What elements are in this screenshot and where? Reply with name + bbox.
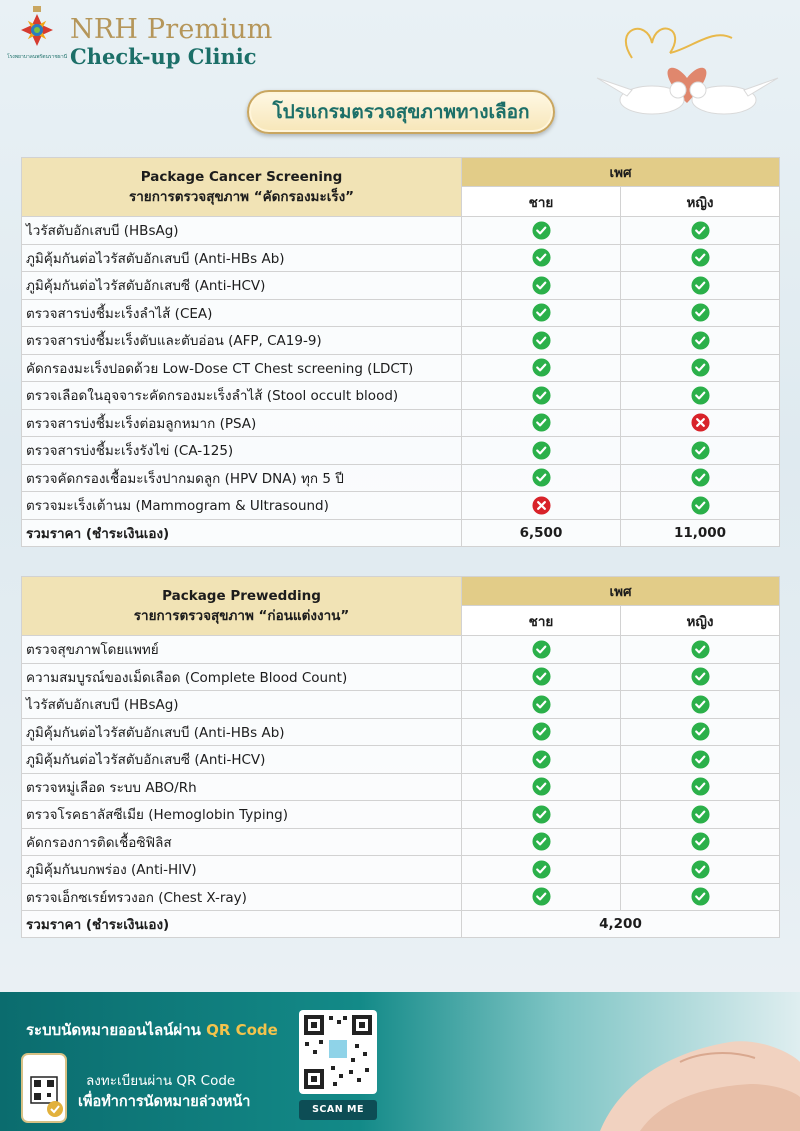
check-circle-icon [691, 331, 710, 350]
check-circle-icon [532, 667, 551, 686]
test-item-label: ภูมิคุ้มกันต่อไวรัสตับอักเสบซี (Anti-HCV) [22, 272, 462, 300]
female-included [621, 437, 780, 465]
female-included [621, 773, 780, 801]
check-circle-icon [532, 248, 551, 267]
female-included [621, 883, 780, 911]
check-circle-icon [532, 750, 551, 769]
check-circle-icon [532, 413, 551, 432]
love-birds-illustration [592, 18, 782, 138]
test-item-label: ตรวจหมู่เลือด ระบบ ABO/Rh [22, 773, 462, 801]
female-included [621, 718, 780, 746]
cancer-package-title: Package Cancer Screening [140, 169, 343, 185]
prewedding-package-header [22, 577, 462, 636]
table-row [22, 883, 780, 911]
check-circle-icon [691, 358, 710, 377]
check-circle-icon [691, 496, 710, 515]
female-included [621, 299, 780, 327]
female-header: หญิง [621, 187, 780, 217]
table-row [22, 272, 780, 300]
test-item-label: ไวรัสตับอักเสบบี (HBsAg) [22, 217, 462, 245]
female-included [621, 691, 780, 719]
table-row [22, 746, 780, 774]
female-included [621, 272, 780, 300]
svg-text:โรงพยาบาลนพรัตนราชธานี: โรงพยาบาลนพรัตนราชธานี [6, 54, 68, 60]
test-item-label: ภูมิคุ้มกันต่อไวรัสตับอักเสบบี (Anti-HBs Ab) [22, 718, 462, 746]
cancer-package-header [22, 158, 462, 217]
table-row [22, 773, 780, 801]
check-circle-icon [532, 441, 551, 460]
total-price: 4,200 [462, 911, 780, 938]
check-circle-icon [691, 887, 710, 906]
male-included [462, 464, 621, 492]
female-included [621, 492, 780, 520]
female-included [621, 409, 780, 437]
total-price-label: รวมราคา (ชำระเงินเอง) [22, 911, 462, 938]
test-item-label: ไวรัสตับอักเสบบี (HBsAg) [22, 691, 462, 719]
check-circle-icon [532, 640, 551, 659]
online-booking-title [26, 1018, 278, 1042]
check-circle-icon [532, 221, 551, 240]
table-row [22, 244, 780, 272]
check-circle-icon [532, 722, 551, 741]
qr-code-highlight: QR Code [206, 1021, 278, 1039]
holding-hands-illustration [560, 992, 800, 1131]
test-item-label: ตรวจสารบ่งชี้มะเร็งตับและตับอ่อน (AFP, CA19-9) [22, 327, 462, 355]
female-included [621, 636, 780, 664]
male-included [462, 718, 621, 746]
x-circle-icon [532, 496, 551, 515]
check-circle-icon [532, 777, 551, 796]
cancer-package-subtitle: รายการตรวจสุขภาพ “คัดกรองมะเร็ง” [128, 189, 355, 205]
male-included [462, 299, 621, 327]
male-header: ชาย [462, 606, 621, 636]
scan-me-label: SCAN ME [299, 1100, 377, 1120]
check-circle-icon [532, 805, 551, 824]
table-row [22, 217, 780, 245]
female-included [621, 856, 780, 884]
check-circle-icon [691, 386, 710, 405]
male-included [462, 244, 621, 272]
male-included [462, 217, 621, 245]
table-row [22, 718, 780, 746]
female-included [621, 801, 780, 829]
male-included [462, 437, 621, 465]
test-item-label: ตรวจเอ็กซเรย์ทรวงอก (Chest X-ray) [22, 883, 462, 911]
check-circle-icon [691, 777, 710, 796]
table-row [22, 492, 780, 520]
check-circle-icon [532, 276, 551, 295]
female-included [621, 327, 780, 355]
check-circle-icon [691, 695, 710, 714]
male-included [462, 354, 621, 382]
table-row [22, 636, 780, 664]
prewedding-package-title: Package Prewedding [162, 588, 321, 604]
male-included [462, 636, 621, 664]
check-circle-icon [691, 667, 710, 686]
table-row [22, 299, 780, 327]
male-included [462, 746, 621, 774]
sex-header: เพศ [462, 158, 780, 187]
male-header: ชาย [462, 187, 621, 217]
female-included [621, 382, 780, 410]
male-included [462, 883, 621, 911]
table-row [22, 354, 780, 382]
check-circle-icon [691, 276, 710, 295]
female-included [621, 244, 780, 272]
total-price-male: 6,500 [462, 519, 621, 546]
brand-title: NRH Premium [70, 14, 273, 45]
table-row [22, 828, 780, 856]
table-row [22, 464, 780, 492]
check-circle-icon [691, 860, 710, 879]
test-item-label: ตรวจสารบ่งชี้มะเร็งลำไส้ (CEA) [22, 299, 462, 327]
female-included [621, 217, 780, 245]
check-circle-icon [691, 750, 710, 769]
check-circle-icon [532, 303, 551, 322]
table-row [22, 663, 780, 691]
table-row [22, 327, 780, 355]
test-item-label: ตรวจโรคธาลัสซีเมีย (Hemoglobin Typing) [22, 801, 462, 829]
check-circle-icon [691, 640, 710, 659]
prewedding-table [21, 576, 780, 938]
online-booking-title-text: ระบบนัดหมายออนไลน์ผ่าน [26, 1021, 207, 1039]
booking-instruction: เพื่อทำการนัดหมายล่วงหน้า [78, 1094, 251, 1110]
female-included [621, 663, 780, 691]
sex-header: เพศ [462, 577, 780, 606]
female-header: หญิง [621, 606, 780, 636]
check-circle-icon [532, 832, 551, 851]
check-circle-icon [532, 386, 551, 405]
phone-icon [21, 1053, 67, 1123]
female-included [621, 828, 780, 856]
table-row [22, 437, 780, 465]
check-circle-icon [532, 468, 551, 487]
male-included [462, 663, 621, 691]
test-item-label: คัดกรองมะเร็งปอดด้วย Low-Dose CT Chest screening (LDCT) [22, 354, 462, 382]
test-item-label: ตรวจสุขภาพโดยแพทย์ [22, 636, 462, 664]
check-circle-icon [691, 441, 710, 460]
female-included [621, 746, 780, 774]
male-included [462, 492, 621, 520]
check-circle-icon [532, 695, 551, 714]
check-circle-icon [532, 860, 551, 879]
male-included [462, 272, 621, 300]
test-item-label: ความสมบูรณ์ของเม็ดเลือด (Complete Blood Count) [22, 663, 462, 691]
male-included [462, 691, 621, 719]
check-circle-icon [532, 358, 551, 377]
female-included [621, 354, 780, 382]
test-item-label: คัดกรองการติดเชื้อซิฟิลิส [22, 828, 462, 856]
test-item-label: ตรวจมะเร็งเต้านม (Mammogram & Ultrasound) [22, 492, 462, 520]
program-title: โปรแกรมตรวจสุขภาพทางเลือก [247, 90, 555, 134]
test-item-label: ตรวจสารบ่งชี้มะเร็งรังไข่ (CA-125) [22, 437, 462, 465]
male-included [462, 773, 621, 801]
x-circle-icon [691, 413, 710, 432]
check-circle-icon [691, 248, 710, 267]
check-circle-icon [532, 887, 551, 906]
male-included [462, 856, 621, 884]
test-item-label: ตรวจคัดกรองเชื้อมะเร็งปากมดลูก (HPV DNA) ทุก 5 ปี [22, 464, 462, 492]
brand-subtitle: Check-up Clinic [70, 44, 257, 69]
table-row [22, 409, 780, 437]
check-circle-icon [691, 805, 710, 824]
check-circle-icon [691, 468, 710, 487]
test-item-label: ตรวจสารบ่งชี้มะเร็งต่อมลูกหมาก (PSA) [22, 409, 462, 437]
table-row [22, 382, 780, 410]
test-item-label: ภูมิคุ้มกันต่อไวรัสตับอักเสบซี (Anti-HCV) [22, 746, 462, 774]
table-row [22, 856, 780, 884]
cancer-screening-table [21, 157, 780, 547]
check-circle-icon [532, 331, 551, 350]
qr-code-image[interactable] [299, 1010, 377, 1094]
male-included [462, 409, 621, 437]
check-circle-icon [691, 832, 710, 851]
male-included [462, 327, 621, 355]
male-included [462, 828, 621, 856]
total-price-female: 11,000 [621, 519, 780, 546]
register-instruction: ลงทะเบียนผ่าน QR Code [86, 1073, 236, 1089]
female-included [621, 464, 780, 492]
check-circle-icon [691, 303, 710, 322]
male-included [462, 382, 621, 410]
test-item-label: ภูมิคุ้มกันต่อไวรัสตับอักเสบบี (Anti-HBs Ab) [22, 244, 462, 272]
hospital-logo [6, 4, 68, 62]
table-row [22, 691, 780, 719]
test-item-label: ภูมิคุ้มกันบกพร่อง (Anti-HIV) [22, 856, 462, 884]
table-row [22, 801, 780, 829]
check-circle-icon [691, 722, 710, 741]
prewedding-package-subtitle: รายการตรวจสุขภาพ “ก่อนแต่งงาน” [133, 608, 350, 624]
male-included [462, 801, 621, 829]
test-item-label: ตรวจเลือดในอุจจาระคัดกรองมะเร็งลำไส้ (Stool occult blood) [22, 382, 462, 410]
check-circle-icon [691, 221, 710, 240]
total-price-label: รวมราคา (ชำระเงินเอง) [22, 519, 462, 546]
